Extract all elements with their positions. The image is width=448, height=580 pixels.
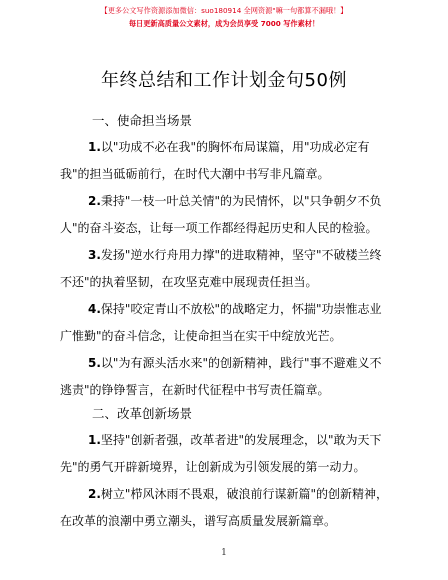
section-heading-reform: 二、改革创新场景 <box>92 406 193 421</box>
item-text: 保持"咬定青山不放松"的战略定力，怀揣"功崇惟志业广惟勤"的奋斗信念，让使命担当在实干中绽放光芒。 <box>60 302 382 343</box>
item-text: 坚持"创新者强，改革者进"的发展理念，以"敢为天下先"的勇气开辟新境界，让创新成为引领发展的第一动力。 <box>60 433 382 474</box>
item-number: 4. <box>88 302 101 316</box>
item-text: 树立"栉风沐雨不畏艰，破浪前行谋新篇"的创新精神，在改革的浪潮中勇立潮头，谱写高质量发展新篇章。 <box>60 487 388 528</box>
list-item <box>60 427 392 481</box>
item-text: 以"功成不必在我"的胸怀布局谋篇，用"功成必定有我"的担当砥砺前行，在时代大潮中书写非凡篇章。 <box>60 140 370 181</box>
item-text: 以"为有源头活水来"的创新精神，践行"事不避难义不逃责"的铮铮誓言，在新时代征程中书写责任篇章。 <box>60 356 382 397</box>
document-title: 年终总结和工作计划金句50例 <box>101 70 347 91</box>
item-text: 秉持"一枝一叶总关情"的为民情怀，以"只争朝夕不负人"的奋斗姿态，让每一项工作都经得起历史和人民的检验。 <box>60 194 382 235</box>
item-number: 3. <box>88 248 101 262</box>
item-number: 5. <box>88 356 101 370</box>
item-number: 1. <box>88 140 101 154</box>
list-item <box>60 481 392 535</box>
item-text: 发扬"逆水行舟用力撑"的进取精神，坚守"不破楼兰终不还"的执着坚韧，在攻坚克难中展现责任担当。 <box>60 248 382 289</box>
list-item <box>60 134 392 188</box>
item-number: 2. <box>88 487 101 501</box>
list-item <box>60 188 392 242</box>
item-number: 2. <box>88 194 101 208</box>
promo-banner <box>0 4 448 30</box>
list-item <box>60 350 392 404</box>
promo-banner-line-1: 【更多公文写作资源添加微信：suo180914 全网资源"嘛一句都算不漏哦！】 <box>100 6 348 15</box>
promo-banner-line-2: 每日更新高质量公文素材，成为会员享受 7000 写作素材！ <box>128 19 320 28</box>
list-item <box>60 296 392 350</box>
item-number: 1. <box>88 433 101 447</box>
list-item <box>60 242 392 296</box>
section-heading-mission: 一、使命担当场景 <box>92 113 193 128</box>
page-number: 1 <box>221 548 227 558</box>
